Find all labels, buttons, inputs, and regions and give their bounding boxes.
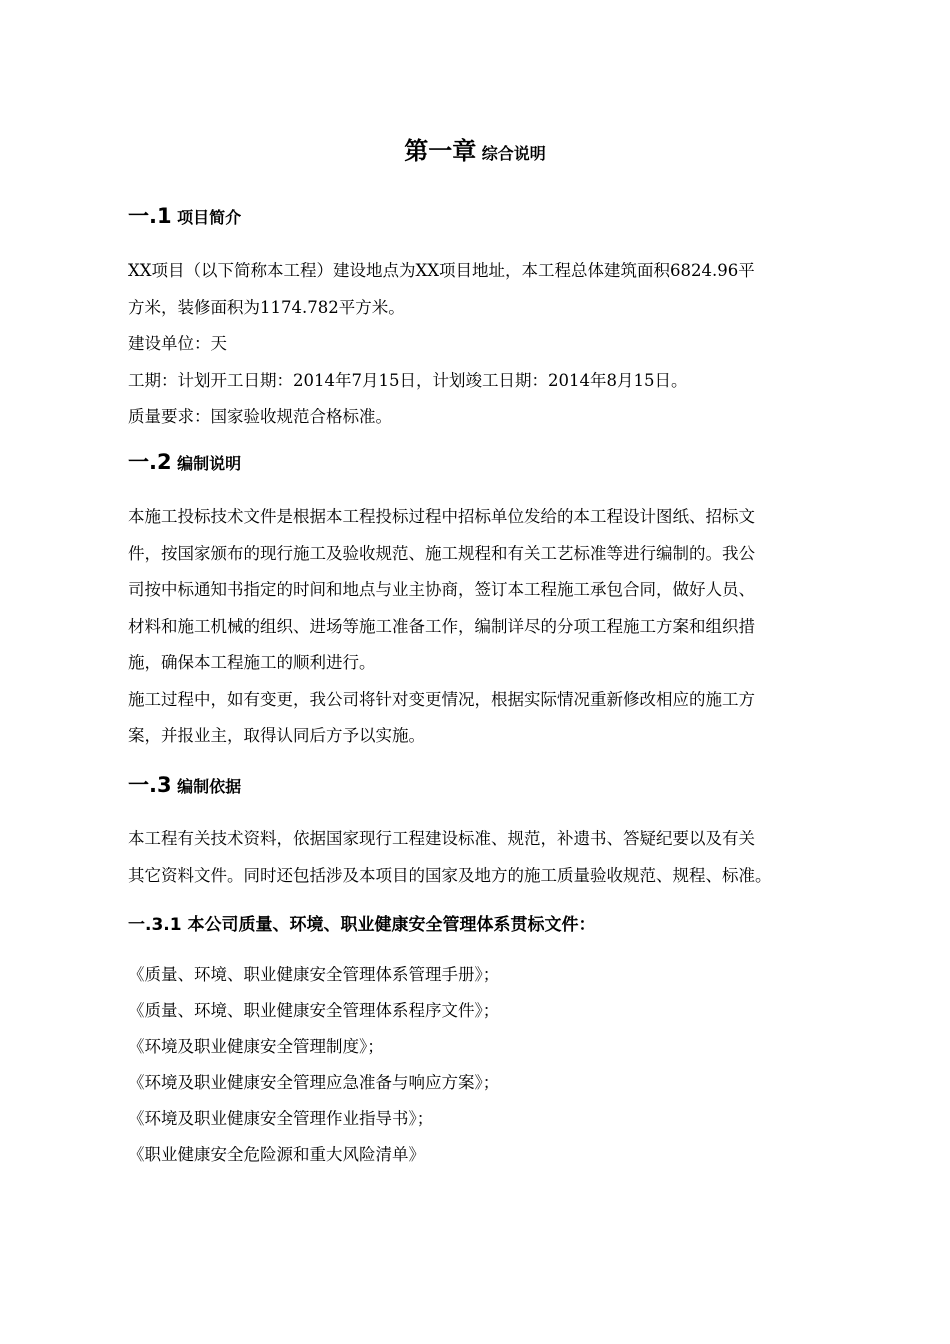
body-line: XX项目（以下简称本工程）建设地点为XX项目地址，本工程总体建筑面积6824.96平 (128, 261, 755, 280)
list-item: 《职业健康安全危险源和重大风险清单》 (128, 1145, 425, 1164)
section-heading-1-3 (128, 769, 241, 803)
chapter-title (0, 133, 950, 172)
chapter-name: 综合说明 (481, 144, 546, 163)
document-list (128, 957, 868, 1173)
section-body-1-1 (128, 253, 868, 436)
section-body-1-2 (128, 499, 868, 755)
section-number: 一.1 (128, 204, 172, 228)
list-item: 《环境及职业健康安全管理制度》； (128, 1037, 384, 1056)
section-title: 项目简介 (177, 208, 242, 227)
body-line: 本工程有关技术资料，依据国家现行工程建设标准、规范，补遗书、答疑纪要以及有关 (128, 829, 755, 848)
body-line: 建设单位：天 (128, 334, 227, 353)
subsection-title: 本公司质量、环境、职业健康安全管理体系贯标文件： (187, 915, 596, 935)
section-title: 编制依据 (177, 777, 242, 796)
body-line: 工期：计划开工日期：2014年7月15日，计划竣工日期：2014年8月15日。 (128, 370, 688, 390)
section-title: 编制说明 (177, 454, 242, 473)
subsection-number: 一.3.1 (128, 915, 182, 935)
body-line: 施，确保本工程施工的顺利进行。 (128, 653, 376, 672)
section-number: 一.3 (128, 773, 172, 797)
section-heading-1-1 (128, 200, 241, 234)
list-item: 《环境及职业健康安全管理应急准备与响应方案》； (128, 1073, 500, 1092)
section-body-1-3 (128, 821, 868, 894)
chapter-number: 第一章 (404, 137, 477, 165)
body-line: 本施工投标技术文件是根据本工程投标过程中招标单位发给的本工程设计图纸、招标文 (128, 507, 755, 526)
list-item: 《质量、环境、职业健康安全管理体系程序文件》； (128, 1001, 500, 1020)
list-item: 《环境及职业健康安全管理作业指导书》； (128, 1109, 434, 1128)
body-line: 其它资料文件。同时还包括涉及本项目的国家及地方的施工质量验收规范、规程、标准。 (128, 865, 772, 885)
body-line: 方米，装修面积为1174.782平方米。 (128, 297, 405, 317)
body-line: 件，按国家颁布的现行施工及验收规范、施工规程和有关工艺标准等进行编制的。我公 (128, 543, 755, 563)
body-line: 材料和施工机械的组织、进场等施工准备工作，编制详尽的分项工程施工方案和组织措 (128, 616, 755, 636)
body-line: 施工过程中，如有变更，我公司将针对变更情况，根据实际情况重新修改相应的施工方 (128, 689, 755, 709)
section-number: 一.2 (128, 450, 172, 474)
body-line: 司按中标通知书指定的时间和地点与业主协商，签订本工程施工承包合同，做好人员、 (128, 580, 755, 599)
body-line: 案，并报业主，取得认同后方予以实施。 (128, 726, 425, 745)
body-line: 质量要求：国家验收规范合格标准。 (128, 407, 392, 426)
section-heading-1-2 (128, 446, 241, 480)
list-item: 《质量、环境、职业健康安全管理体系管理手册》； (128, 965, 500, 984)
subsection-heading-1-3-1 (128, 911, 596, 939)
